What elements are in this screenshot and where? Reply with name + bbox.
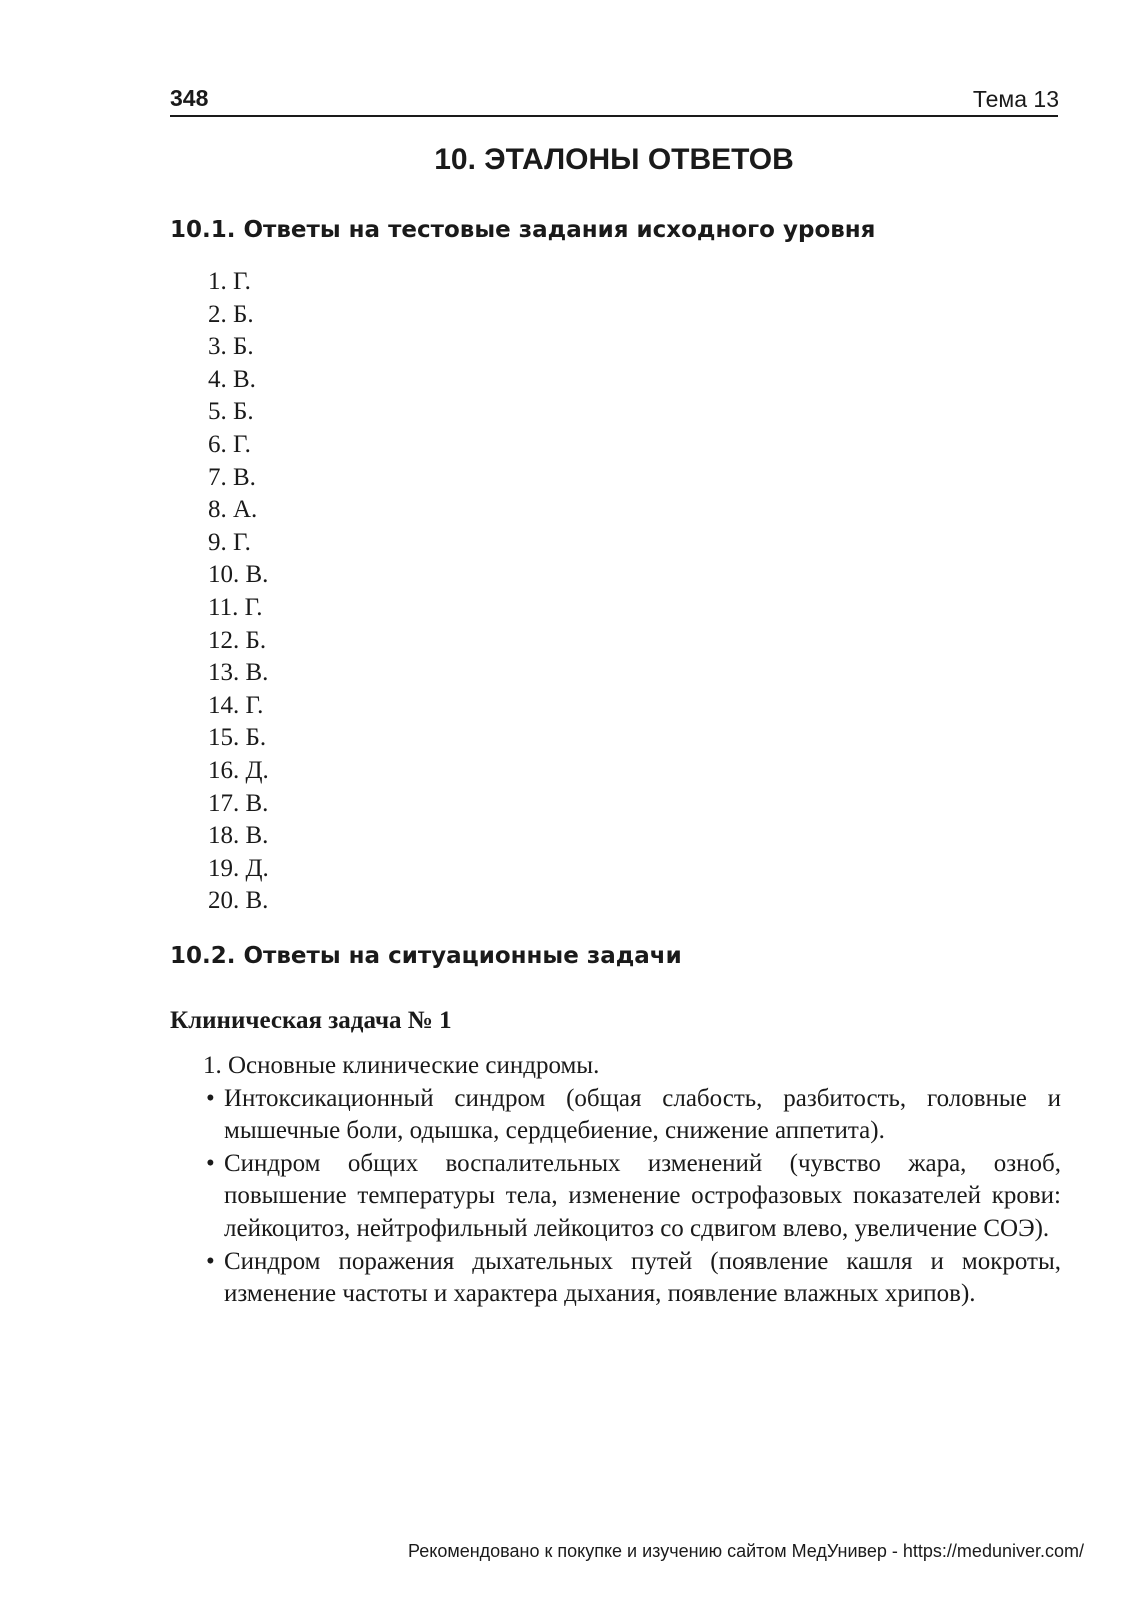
- answer-item: 3. Б.: [208, 333, 254, 361]
- answer-item: 4. В.: [208, 365, 256, 393]
- running-head: Тема 13: [972, 86, 1059, 112]
- answer-item: 19. Д.: [208, 854, 269, 882]
- answer-list: [208, 266, 269, 918]
- header-rule: [170, 115, 1058, 117]
- bullet-text: Интоксикационный синдром (общая слабость, разбитость, головные и мышечные боли, одышка, сердцебиение, снижение аппетита).: [224, 1084, 1061, 1145]
- bullet-item-intoxication: [203, 1083, 1061, 1148]
- answer-item: 11. Г.: [208, 593, 263, 621]
- bullet-item-inflammation: [203, 1148, 1061, 1246]
- answer-item: 18. В.: [208, 822, 269, 850]
- answer-item: 2. Б.: [208, 300, 254, 328]
- bullet-text: Синдром поражения дыхательных путей (появление кашля и мокроты, изменение частоты и характера дыхания, появление влажных хрипов).: [224, 1247, 1061, 1308]
- answer-item: 7. В.: [208, 463, 256, 491]
- bullet-item-respiratory: [203, 1246, 1061, 1311]
- bullet-icon: •: [206, 1149, 215, 1177]
- answer-item: 9. Г.: [208, 528, 251, 556]
- bullet-icon: •: [206, 1247, 215, 1275]
- clinical-task-title: Клиническая задача № 1: [170, 1007, 452, 1034]
- clinical-task-body: [203, 1050, 1061, 1311]
- answer-item: 13. В.: [208, 659, 269, 687]
- answer-item: 14. Г.: [208, 691, 264, 719]
- page-number: 348: [170, 85, 209, 111]
- chapter-title: 10. ЭТАЛОНЫ ОТВЕТОВ: [434, 143, 794, 176]
- task-item-syndromes: 1. Основные клинические синдромы.: [203, 1052, 600, 1079]
- answer-item: 5. Б.: [208, 398, 254, 426]
- bullet-icon: •: [206, 1084, 215, 1112]
- answer-item: 8. А.: [208, 496, 258, 524]
- answer-item: 10. В.: [208, 561, 269, 589]
- answer-item: 17. В.: [208, 789, 269, 817]
- answer-item: 12. Б.: [208, 626, 267, 654]
- answer-item: 20. В.: [208, 887, 269, 915]
- bullet-text: Синдром общих воспалительных изменений (чувство жара, озноб, повышение температуры тела, изменение острофазовых показателей крови: лейкоцитоз, нейтрофильный лейкоцитоз со сдвигом влево, увеличение СОЭ).: [224, 1149, 1061, 1242]
- footer-recommendation: Рекомендовано к покупке и изучению сайтом МедУнивер - https://meduniver.com/: [408, 1541, 1084, 1561]
- answer-item: 1. Г.: [208, 268, 251, 295]
- section-title-situational-answers: 10.2. Ответы на ситуационные задачи: [170, 943, 682, 969]
- section-title-test-answers: 10.1. Ответы на тестовые задания исходного уровня: [170, 217, 876, 243]
- answer-item: 16. Д.: [208, 756, 269, 784]
- answer-item: 15. Б.: [208, 724, 267, 752]
- answer-item: 6. Г.: [208, 430, 251, 458]
